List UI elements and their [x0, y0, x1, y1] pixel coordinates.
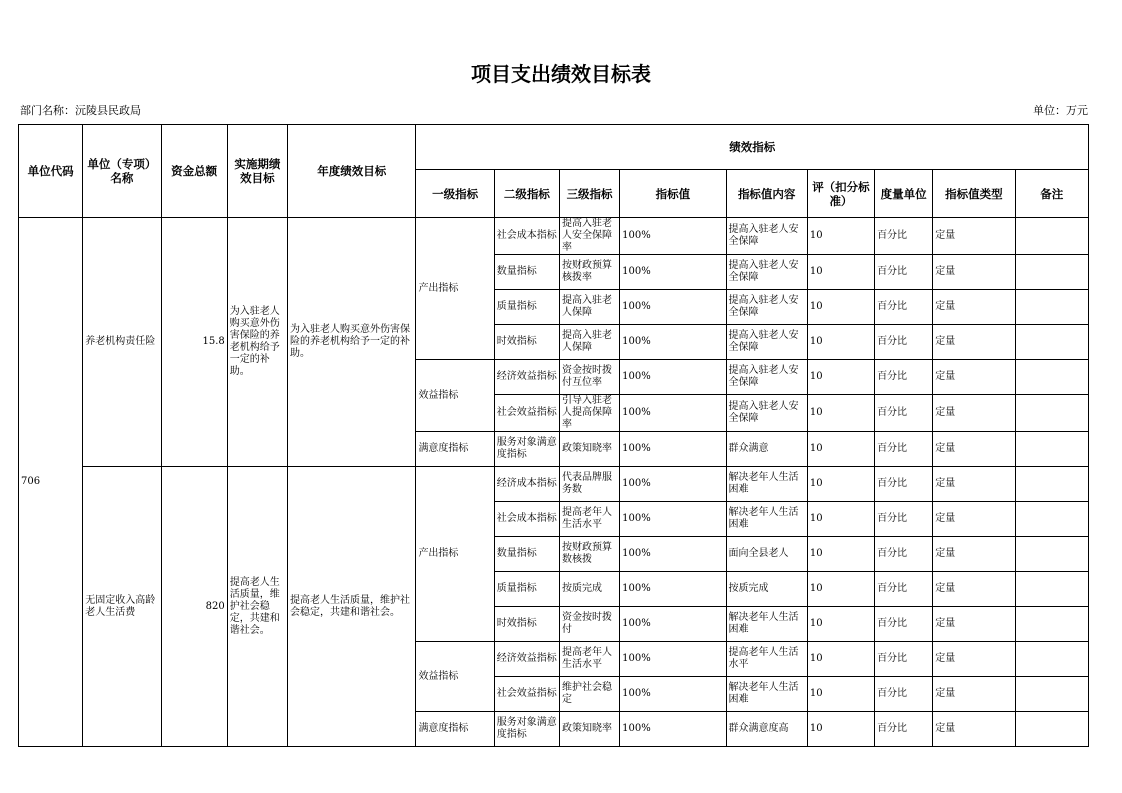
measure-unit-cell: 百分比	[875, 537, 933, 572]
header-remarks: 备注	[1015, 170, 1088, 218]
score-cell: 10	[807, 467, 874, 502]
table-body	[19, 218, 1089, 747]
remark-cell	[1015, 502, 1088, 537]
score-cell: 10	[807, 290, 874, 325]
header-level2: 二级指标	[494, 170, 559, 218]
indicator-content-cell: 群众满意度高	[726, 712, 807, 747]
value-type-cell: 定量	[933, 290, 1015, 325]
level2-cell: 社会效益指标	[494, 677, 559, 712]
value-type-cell: 定量	[933, 607, 1015, 642]
measure-unit-cell: 百分比	[875, 218, 933, 255]
indicator-value-cell: 100%	[620, 502, 726, 537]
level3-cell: 提高入驻老人安全保障率	[559, 218, 619, 255]
remark-cell	[1015, 325, 1088, 360]
score-cell: 10	[807, 607, 874, 642]
remark-cell	[1015, 677, 1088, 712]
value-type-cell: 定量	[933, 432, 1015, 467]
score-cell: 10	[807, 218, 874, 255]
indicator-content-cell: 按质完成	[726, 572, 807, 607]
indicator-content-cell: 解决老年人生活困难	[726, 677, 807, 712]
measure-unit-cell: 百分比	[875, 642, 933, 677]
level2-cell: 服务对象满意度指标	[494, 712, 559, 747]
level3-cell: 资金按时拨付	[559, 607, 619, 642]
indicator-value-cell: 100%	[620, 572, 726, 607]
indicator-value-cell: 100%	[620, 677, 726, 712]
indicator-content-cell: 提高老年人生活水平	[726, 642, 807, 677]
level2-cell: 社会效益指标	[494, 395, 559, 432]
indicator-value-cell: 100%	[620, 255, 726, 290]
score-cell: 10	[807, 642, 874, 677]
level1-cell: 满意度指标	[416, 712, 494, 747]
measure-unit-cell: 百分比	[875, 255, 933, 290]
value-type-cell: 定量	[933, 325, 1015, 360]
score-cell: 10	[807, 677, 874, 712]
table-row	[19, 467, 1089, 502]
measure-unit-cell: 百分比	[875, 712, 933, 747]
score-cell: 10	[807, 432, 874, 467]
indicator-value-cell: 100%	[620, 360, 726, 395]
level3-cell: 按财政预算数核拨	[559, 537, 619, 572]
level3-cell: 政策知晓率	[559, 712, 619, 747]
value-type-cell: 定量	[933, 712, 1015, 747]
indicator-content-cell: 解决老年人生活困难	[726, 467, 807, 502]
level1-cell: 效益指标	[416, 360, 494, 432]
indicator-content-cell: 群众满意	[726, 432, 807, 467]
indicator-value-cell: 100%	[620, 537, 726, 572]
value-type-cell: 定量	[933, 218, 1015, 255]
remark-cell	[1015, 290, 1088, 325]
level3-cell: 按财政预算核拨率	[559, 255, 619, 290]
level1-cell: 产出指标	[416, 218, 494, 360]
indicator-value-cell: 100%	[620, 325, 726, 360]
score-cell: 10	[807, 395, 874, 432]
measure-unit-cell: 百分比	[875, 572, 933, 607]
header-indicator-content: 指标值内容	[726, 170, 807, 218]
level3-cell: 资金按时拨付互位率	[559, 360, 619, 395]
score-cell: 10	[807, 712, 874, 747]
indicator-content-cell: 提高入驻老人安全保障	[726, 395, 807, 432]
indicator-value-cell: 100%	[620, 432, 726, 467]
score-cell: 10	[807, 325, 874, 360]
measure-unit-cell: 百分比	[875, 502, 933, 537]
indicator-value-cell: 100%	[620, 290, 726, 325]
level1-cell: 产出指标	[416, 467, 494, 642]
header-indicator-value: 指标值	[620, 170, 726, 218]
level3-cell: 提高入驻老人保障	[559, 325, 619, 360]
period-goal-cell: 为入驻老人购买意外伤害保险的养老机构给予一定的补助。	[227, 218, 287, 467]
score-cell: 10	[807, 502, 874, 537]
header-unit-name: 单位（专项）名称	[83, 125, 161, 218]
measure-unit-cell: 百分比	[875, 467, 933, 502]
remark-cell	[1015, 642, 1088, 677]
indicator-value-cell: 100%	[620, 642, 726, 677]
header-unit-code: 单位代码	[19, 125, 83, 218]
indicator-value-cell: 100%	[620, 607, 726, 642]
indicator-value-cell: 100%	[620, 218, 726, 255]
level2-cell: 经济效益指标	[494, 360, 559, 395]
value-type-cell: 定量	[933, 642, 1015, 677]
header-annual-goal: 年度绩效目标	[287, 125, 415, 218]
header-measure-unit: 度量单位	[875, 170, 933, 218]
value-type-cell: 定量	[933, 360, 1015, 395]
measure-unit-cell: 百分比	[875, 290, 933, 325]
annual-goal-cell: 提高老人生活质量，维护社会稳定，共建和谐社会。	[287, 467, 415, 747]
level2-cell: 经济效益指标	[494, 642, 559, 677]
header-total-funds: 资金总额	[161, 125, 227, 218]
remark-cell	[1015, 607, 1088, 642]
level2-cell: 数量指标	[494, 255, 559, 290]
page-title: 项目支出绩效目标表	[471, 62, 651, 86]
remark-cell	[1015, 712, 1088, 747]
level3-cell: 提高老年人生活水平	[559, 642, 619, 677]
indicator-content-cell: 提高入驻老人安全保障	[726, 255, 807, 290]
value-type-cell: 定量	[933, 677, 1015, 712]
header-level3: 三级指标	[559, 170, 619, 218]
annual-goal-cell: 为入驻老人购买意外伤害保险的养老机构给予一定的补助。	[287, 218, 415, 467]
level2-cell: 经济成本指标	[494, 467, 559, 502]
score-cell: 10	[807, 572, 874, 607]
remark-cell	[1015, 572, 1088, 607]
level2-cell: 数量指标	[494, 537, 559, 572]
level1-cell: 满意度指标	[416, 432, 494, 467]
remark-cell	[1015, 360, 1088, 395]
score-cell: 10	[807, 255, 874, 290]
value-type-cell: 定量	[933, 467, 1015, 502]
remark-cell	[1015, 395, 1088, 432]
level1-cell: 效益指标	[416, 642, 494, 712]
score-cell: 10	[807, 537, 874, 572]
measure-unit-cell: 百分比	[875, 325, 933, 360]
level2-cell: 社会成本指标	[494, 218, 559, 255]
project-amount-cell: 820	[161, 467, 227, 747]
indicator-value-cell: 100%	[620, 467, 726, 502]
level3-cell: 引导入驻老人提高保障率	[559, 395, 619, 432]
indicator-content-cell: 提高入驻老人安全保障	[726, 325, 807, 360]
indicator-value-cell: 100%	[620, 712, 726, 747]
measure-unit-cell: 百分比	[875, 607, 933, 642]
value-type-cell: 定量	[933, 502, 1015, 537]
value-type-cell: 定量	[933, 395, 1015, 432]
department-name: 部门名称：沅陵县民政局	[20, 104, 141, 117]
level3-cell: 提高老年人生活水平	[559, 502, 619, 537]
indicator-content-cell: 提高入驻老人安全保障	[726, 218, 807, 255]
value-type-cell: 定量	[933, 537, 1015, 572]
header-value-type: 指标值类型	[933, 170, 1015, 218]
level2-cell: 质量指标	[494, 572, 559, 607]
indicator-content-cell: 解决老年人生活困难	[726, 502, 807, 537]
indicator-content-cell: 解决老年人生活困难	[726, 607, 807, 642]
level2-cell: 服务对象满意度指标	[494, 432, 559, 467]
level2-cell: 质量指标	[494, 290, 559, 325]
unit-label: 单位：万元	[1033, 104, 1088, 117]
value-type-cell: 定量	[933, 255, 1015, 290]
level3-cell: 政策知晓率	[559, 432, 619, 467]
unit-code-cell: 706	[19, 218, 83, 747]
remark-cell	[1015, 467, 1088, 502]
level2-cell: 时效指标	[494, 607, 559, 642]
value-type-cell: 定量	[933, 572, 1015, 607]
indicator-content-cell: 提高入驻老人安全保障	[726, 360, 807, 395]
measure-unit-cell: 百分比	[875, 677, 933, 712]
project-amount-cell: 15.8	[161, 218, 227, 467]
indicator-content-cell: 提高入驻老人安全保障	[726, 290, 807, 325]
level3-cell: 按质完成	[559, 572, 619, 607]
header-performance: 绩效指标	[416, 125, 1089, 170]
level3-cell: 代表品牌服务数	[559, 467, 619, 502]
table-row	[19, 218, 1089, 255]
remark-cell	[1015, 432, 1088, 467]
period-goal-cell: 提高老人生活质量，维护社会稳定，共建和谐社会。	[227, 467, 287, 747]
performance-table	[18, 124, 1089, 747]
measure-unit-cell: 百分比	[875, 432, 933, 467]
header-score-standard: 评（扣分标准）	[807, 170, 874, 218]
score-cell: 10	[807, 360, 874, 395]
level2-cell: 时效指标	[494, 325, 559, 360]
remark-cell	[1015, 537, 1088, 572]
measure-unit-cell: 百分比	[875, 395, 933, 432]
level3-cell: 维护社会稳定	[559, 677, 619, 712]
level2-cell: 社会成本指标	[494, 502, 559, 537]
remark-cell	[1015, 218, 1088, 255]
remark-cell	[1015, 255, 1088, 290]
header-period-goal: 实施期绩效目标	[227, 125, 287, 218]
header-level1: 一级指标	[416, 170, 494, 218]
project-name-cell: 养老机构责任险	[83, 218, 161, 467]
project-name-cell: 无固定收入高龄老人生活费	[83, 467, 161, 747]
level3-cell: 提高入驻老人保障	[559, 290, 619, 325]
measure-unit-cell: 百分比	[875, 360, 933, 395]
indicator-content-cell: 面向全县老人	[726, 537, 807, 572]
indicator-value-cell: 100%	[620, 395, 726, 432]
